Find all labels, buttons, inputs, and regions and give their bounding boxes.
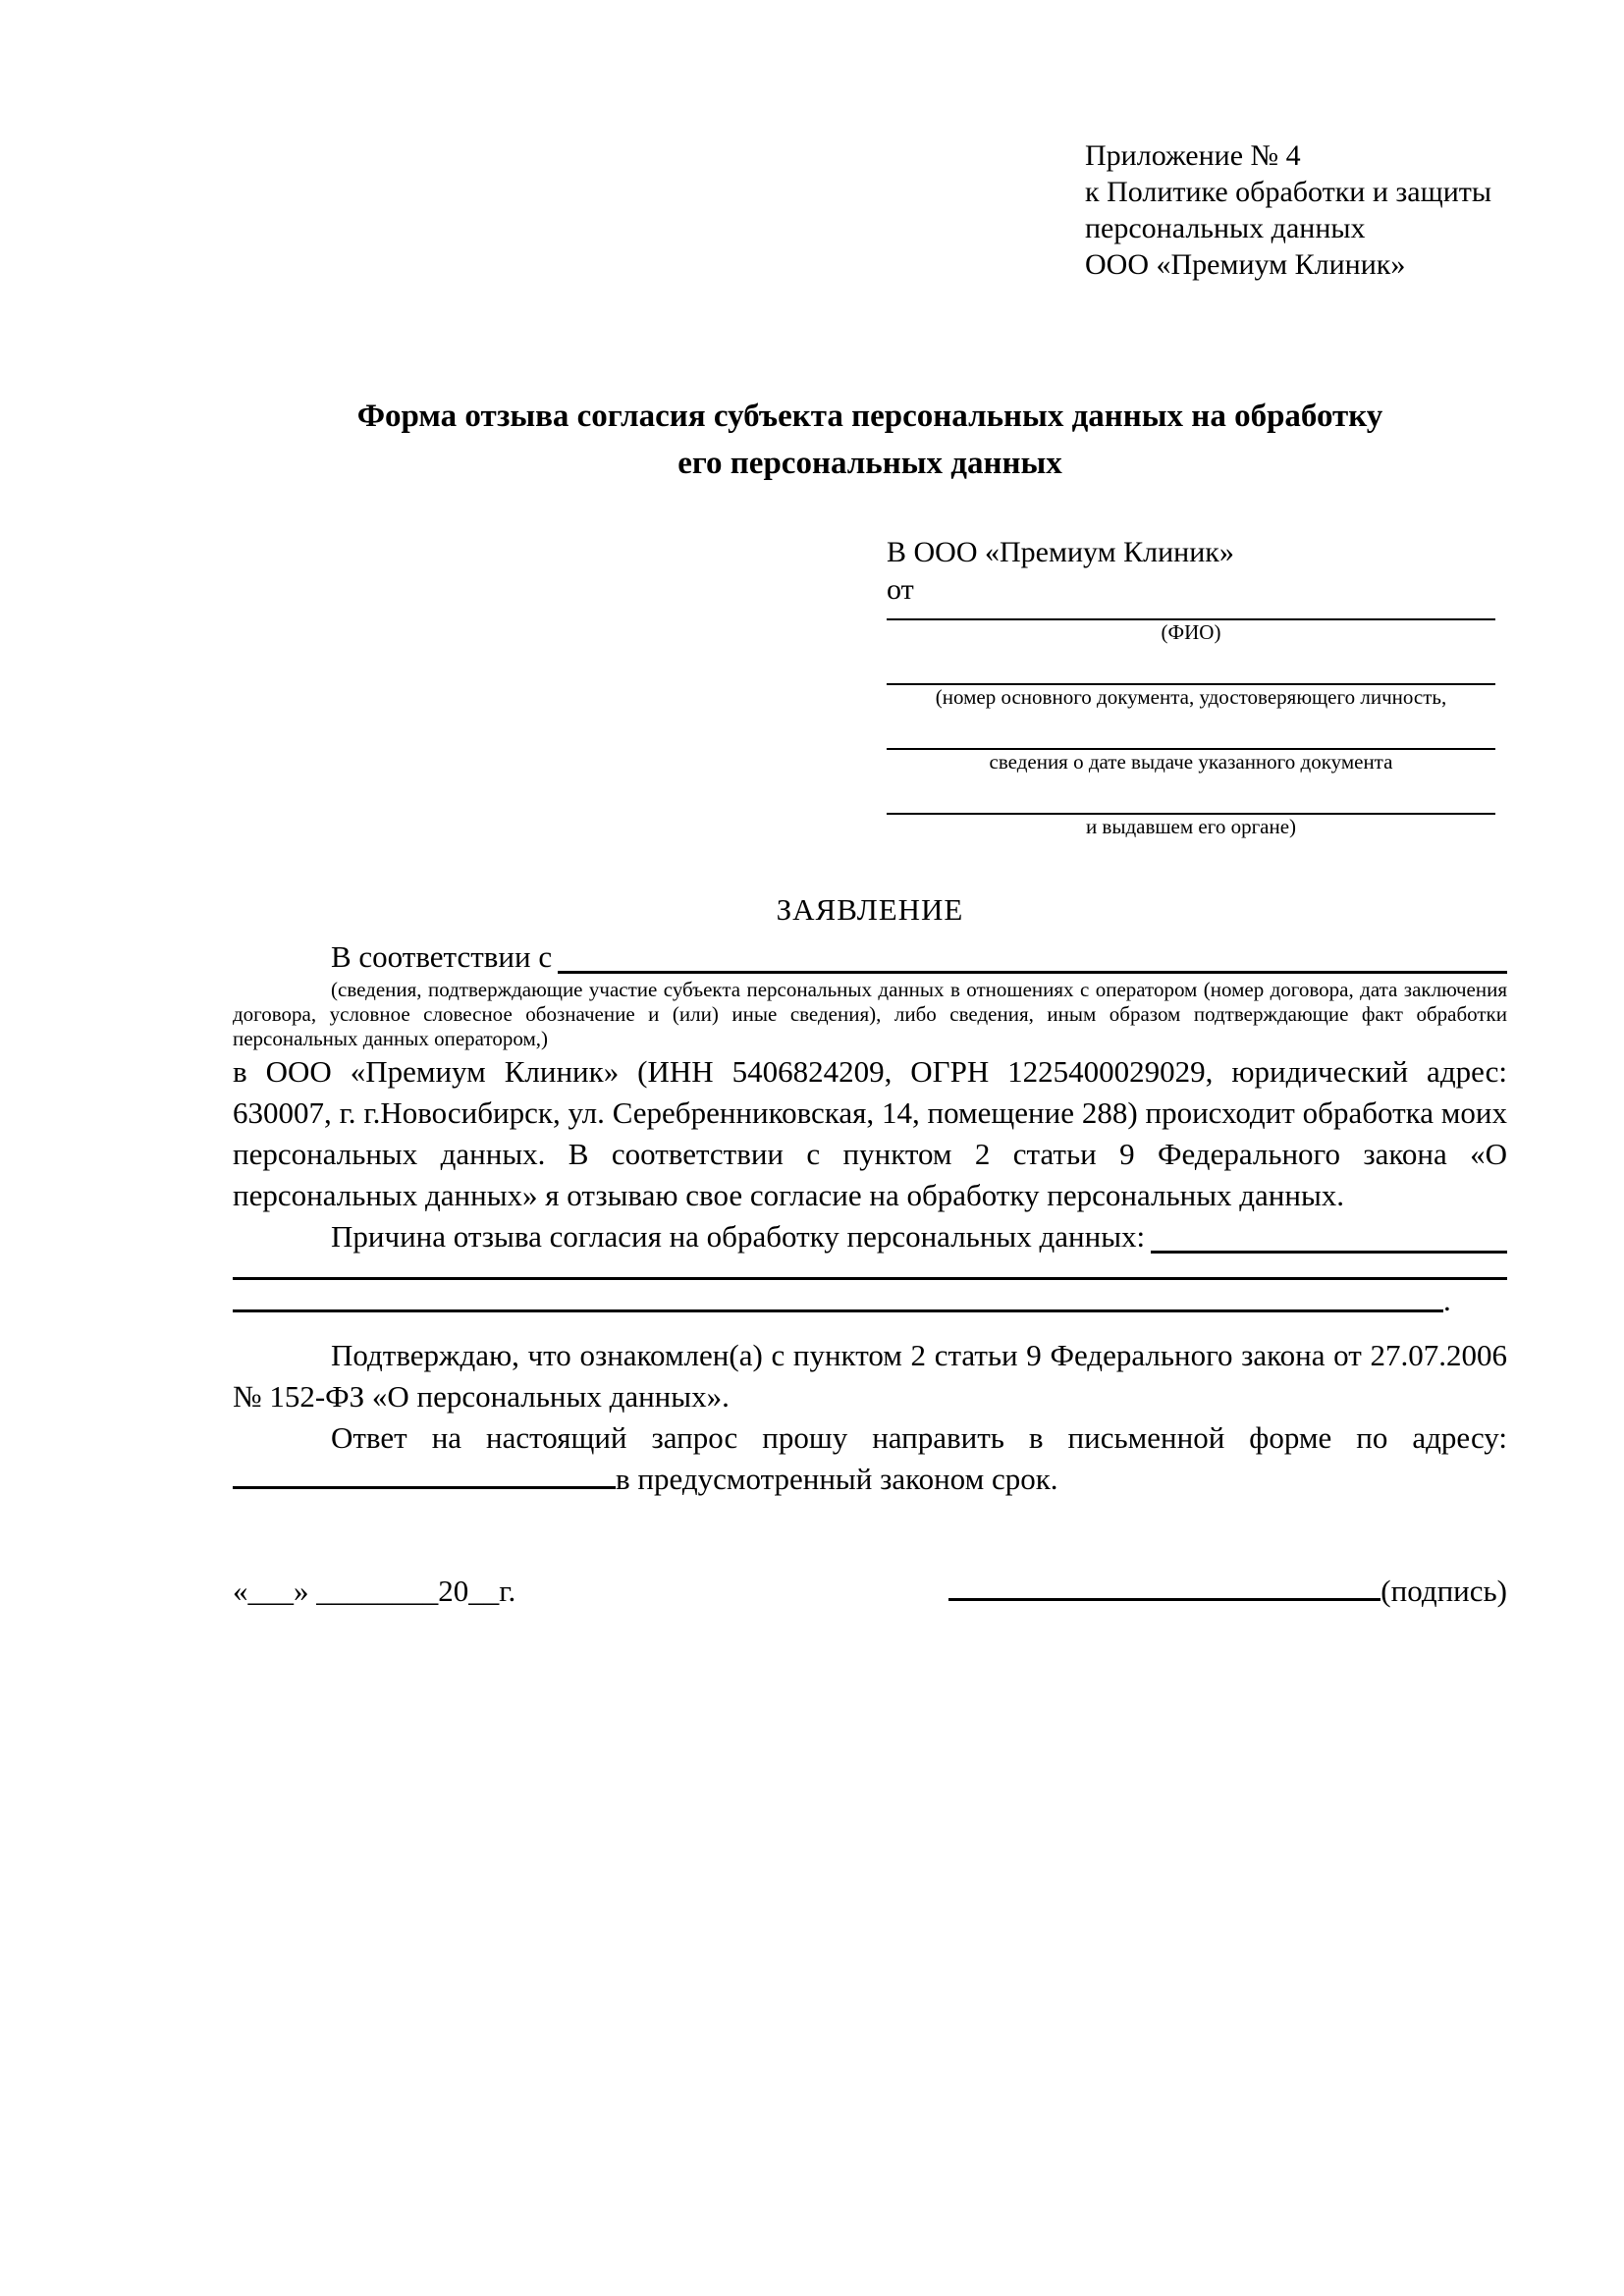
annex-line-2: к Политике обработки и защиты	[1085, 176, 1492, 208]
reply-label: Ответ на настоящий запрос прошу направить в письменной форме по адресу:	[331, 1420, 1507, 1455]
reason-row	[233, 1216, 1507, 1257]
fio-caption: (ФИО)	[1161, 620, 1221, 644]
statement-heading: ЗАЯВЛЕНИЕ	[776, 892, 964, 927]
fio-field	[887, 609, 1495, 644]
issue-date-blank-line	[887, 709, 1495, 750]
signature-blank-line	[948, 1598, 1380, 1601]
reply-paragraph	[233, 1417, 1507, 1500]
addressee-organization: В ООО «Премиум Клиник»	[887, 536, 1234, 568]
annex-line-3: персональных данных	[1085, 212, 1366, 244]
issuing-authority-blank-line	[887, 774, 1495, 815]
annex-line-1: Приложение № 4	[1085, 139, 1301, 172]
intro-blank-line	[558, 971, 1507, 974]
issuing-authority-caption: и выдавшем его органе)	[1085, 815, 1297, 838]
issue-date-caption: сведения о дате выдаче указанного документа	[989, 750, 1393, 774]
reason-label: Причина отзыва согласия на обработку персональных данных:	[331, 1219, 1146, 1254]
addressee-block	[887, 534, 1495, 838]
document-title-line-1: Форма отзыва согласия субъекта персональных данных на обработку	[356, 399, 1383, 434]
signature-group	[948, 1571, 1507, 1612]
reply-tail: в предусмотренный законом срок.	[616, 1462, 1058, 1496]
blank-line-2-row	[233, 1280, 1507, 1321]
document-title-line-2: его персональных данных	[677, 446, 1062, 481]
id-document-blank-line	[887, 644, 1495, 685]
document-title	[233, 393, 1507, 487]
addressee-from-label: от	[887, 573, 914, 606]
intro-row	[233, 936, 1507, 978]
issue-date-field	[887, 709, 1495, 774]
id-document-caption: (номер основного документа, удостоверяющего личность,	[935, 685, 1447, 709]
annex-line-4: ООО «Премиум Клиник»	[1085, 248, 1406, 281]
signing-row	[233, 1571, 1507, 1612]
intro-label: В соответствии с	[331, 939, 553, 974]
statement-body: в ООО «Премиум Клиник» (ИНН 5406824209, ОГРН 1225400029029, юридический адрес: 630007, г. г.Новосибирск, ул. Серебренниковская, 14, помещение 288) происходит обработка моих персональных данных. В соответствии с пунктом 2 статьи 9 Федерального закона «О персональных данных» я отзываю свое согласие на обработку персональных данных.	[233, 1054, 1507, 1212]
id-document-field	[887, 644, 1495, 709]
reason-blank-line	[1151, 1251, 1507, 1254]
address-blank-line	[233, 1486, 616, 1489]
annex-block	[1085, 137, 1507, 283]
intro-note: (сведения, подтверждающие участие субъекта персональных данных в отношениях с оператором (номер договора, дата заключения договора, условное словесное обозначение и (или) иные сведения), либо сведения, иным образом подтверждающие факт обработки персональных данных оператором,)	[233, 978, 1507, 1050]
confirmation-paragraph: Подтверждаю, что ознакомлен(а) с пунктом 2 статьи 9 Федерального закона от 27.07.2006 № 152-ФЗ «О персональных данных».	[233, 1338, 1507, 1414]
fio-blank-line	[887, 609, 1495, 620]
issuing-authority-field	[887, 774, 1495, 838]
blank-line-2	[233, 1280, 1443, 1312]
blank-line-2-period: .	[1443, 1283, 1451, 1317]
date-line: «___» ________20__г.	[233, 1574, 516, 1608]
signature-caption: (подпись)	[1380, 1574, 1507, 1608]
